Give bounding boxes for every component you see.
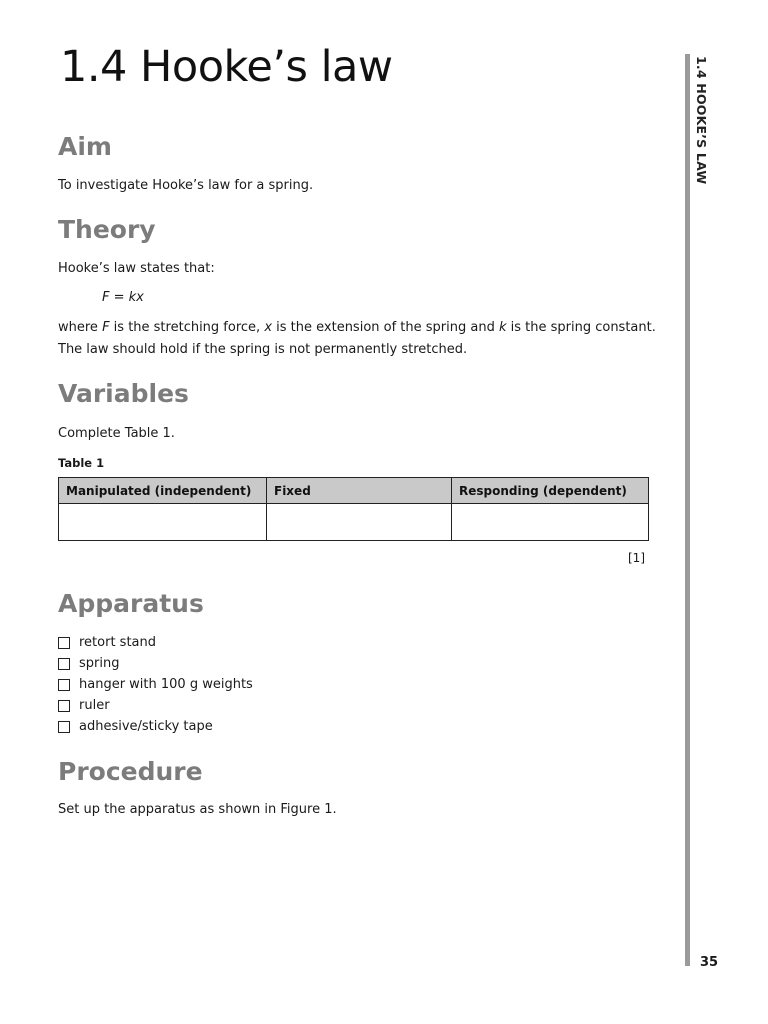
apparatus-item-label: hanger with 100 g weights [79, 677, 253, 692]
apparatus-item [58, 653, 253, 674]
apparatus-item [58, 632, 253, 653]
checkbox-icon[interactable] [58, 700, 70, 712]
equation-rhs: kx [128, 290, 144, 305]
apparatus-item [58, 695, 253, 716]
column-header-responding: Responding (dependent) [452, 478, 649, 504]
explanation-text: is the spring constant. [506, 320, 656, 335]
symbol-x: x [264, 320, 273, 335]
checkbox-icon[interactable] [58, 721, 70, 733]
answer-cell-manipulated[interactable] [59, 504, 267, 541]
checkbox-icon[interactable] [58, 658, 70, 670]
checkbox-icon[interactable] [58, 637, 70, 649]
explanation-text: where [58, 320, 103, 335]
aim-text: To investigate Hooke’s law for a spring. [58, 178, 314, 193]
theory-explanation [58, 317, 656, 361]
equation-lhs: F [102, 290, 110, 305]
explanation-text: is the stretching force, [109, 320, 265, 335]
hookes-law-equation [102, 290, 144, 305]
theory-intro: Hooke’s law states that: [58, 261, 215, 276]
table-answer-row [59, 504, 649, 541]
equation-operator: = [109, 290, 129, 305]
variables-table [58, 477, 649, 541]
apparatus-item-label: retort stand [79, 635, 157, 650]
checkbox-icon[interactable] [58, 679, 70, 691]
aim-heading: Aim [58, 132, 112, 161]
procedure-text: Set up the apparatus as shown in Figure 1. [58, 802, 337, 817]
apparatus-item-label: spring [79, 656, 120, 671]
apparatus-checklist [58, 632, 253, 737]
apparatus-item-label: ruler [79, 698, 110, 713]
table-caption: Table 1 [58, 456, 105, 470]
marks-allocation: [1] [628, 551, 645, 565]
apparatus-item [58, 674, 253, 695]
variables-heading: Variables [58, 379, 189, 408]
sidebar-rule [685, 54, 690, 966]
apparatus-heading: Apparatus [58, 589, 204, 618]
symbol-k: k [498, 320, 507, 335]
page-title: 1.4 Hooke’s law [60, 42, 393, 92]
explanation-text: is the extension of the spring and [272, 320, 499, 335]
apparatus-item [58, 716, 253, 737]
apparatus-item-label: adhesive/sticky tape [79, 719, 213, 734]
side-section-label: 1.4 HOOKE’S LAW [694, 56, 709, 185]
answer-cell-responding[interactable] [452, 504, 649, 541]
column-header-manipulated: Manipulated (independent) [59, 478, 267, 504]
theory-heading: Theory [58, 215, 156, 244]
table-header-row [59, 478, 649, 504]
column-header-fixed: Fixed [267, 478, 452, 504]
answer-cell-fixed[interactable] [267, 504, 452, 541]
page-number: 35 [700, 955, 719, 970]
explanation-line-2: The law should hold if the spring is not permanently stretched. [58, 342, 468, 357]
symbol-f: F [102, 320, 110, 335]
variables-instruction: Complete Table 1. [58, 426, 175, 441]
procedure-heading: Procedure [58, 757, 203, 786]
